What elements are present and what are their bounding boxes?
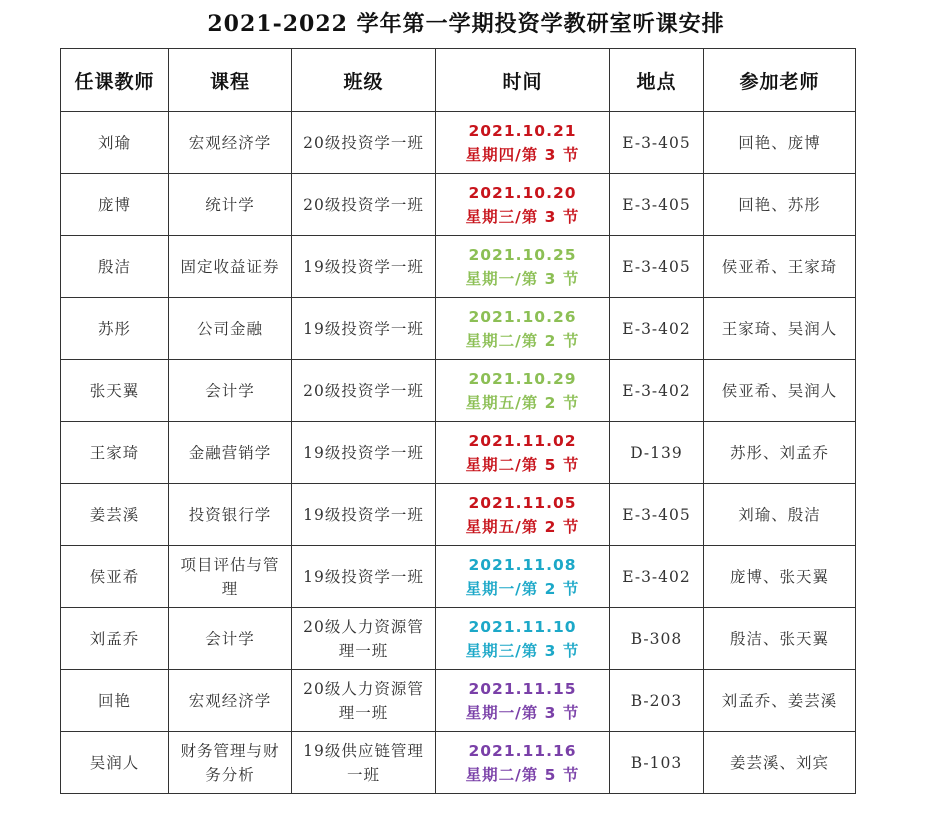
class-cell: 20级人力资源管理一班 — [292, 608, 436, 670]
time-cell — [436, 236, 610, 298]
teacher-cell: 殷洁 — [61, 236, 169, 298]
location-cell: E-3-402 — [610, 546, 704, 608]
attendees-cell: 刘孟乔、姜芸溪 — [704, 670, 856, 732]
schedule-table — [60, 48, 856, 794]
location-cell: D-139 — [610, 422, 704, 484]
time-cell — [436, 174, 610, 236]
time-cell — [436, 298, 610, 360]
teacher-cell: 回艳 — [61, 670, 169, 732]
course-cell: 宏观经济学 — [169, 670, 292, 732]
class-cell: 19级投资学一班 — [292, 484, 436, 546]
table-row — [61, 608, 856, 670]
time-cell — [436, 484, 610, 546]
course-cell: 会计学 — [169, 608, 292, 670]
attendees-cell: 殷洁、张天翼 — [704, 608, 856, 670]
period-text: 星期四/第 3 节 — [465, 145, 580, 164]
teacher-cell: 侯亚希 — [61, 546, 169, 608]
course-cell: 公司金融 — [169, 298, 292, 360]
class-cell: 19级投资学一班 — [292, 236, 436, 298]
period-text: 星期三/第 3 节 — [465, 641, 580, 660]
class-cell: 19级供应链管理一班 — [292, 732, 436, 794]
attendees-cell: 姜芸溪、刘宾 — [704, 732, 856, 794]
time-cell — [436, 112, 610, 174]
location-cell: E-3-405 — [610, 236, 704, 298]
teacher-cell: 刘瑜 — [61, 112, 169, 174]
time-cell — [436, 732, 610, 794]
date-text: 2021.11.10 — [468, 617, 577, 636]
course-cell: 宏观经济学 — [169, 112, 292, 174]
location-cell: E-3-405 — [610, 174, 704, 236]
teacher-cell: 庞博 — [61, 174, 169, 236]
location-cell: B-308 — [610, 608, 704, 670]
header-time: 时间 — [436, 49, 610, 112]
location-cell: B-203 — [610, 670, 704, 732]
class-cell: 19级投资学一班 — [292, 422, 436, 484]
attendees-cell: 王家琦、吴润人 — [704, 298, 856, 360]
attendees-cell: 侯亚希、吴润人 — [704, 360, 856, 422]
teacher-cell: 吴润人 — [61, 732, 169, 794]
header-teacher: 任课教师 — [61, 49, 169, 112]
header-attendees: 参加老师 — [704, 49, 856, 112]
table-row — [61, 484, 856, 546]
table-row — [61, 360, 856, 422]
period-text: 星期二/第 5 节 — [465, 765, 580, 784]
period-text: 星期三/第 3 节 — [465, 207, 580, 226]
time-cell — [436, 422, 610, 484]
table-row — [61, 732, 856, 794]
class-cell: 20级投资学一班 — [292, 112, 436, 174]
header-location: 地点 — [610, 49, 704, 112]
header-course: 课程 — [169, 49, 292, 112]
table-row — [61, 422, 856, 484]
location-cell: E-3-405 — [610, 112, 704, 174]
course-cell: 投资银行学 — [169, 484, 292, 546]
class-cell: 19级投资学一班 — [292, 546, 436, 608]
header-class: 班级 — [292, 49, 436, 112]
time-cell — [436, 608, 610, 670]
attendees-cell: 侯亚希、王家琦 — [704, 236, 856, 298]
table-header-row — [61, 49, 856, 112]
date-text: 2021.11.16 — [468, 741, 577, 760]
date-text: 2021.11.08 — [468, 555, 577, 574]
date-text: 2021.11.05 — [468, 493, 577, 512]
location-cell: E-3-402 — [610, 360, 704, 422]
period-text: 星期二/第 5 节 — [465, 455, 580, 474]
course-cell: 项目评估与管理 — [169, 546, 292, 608]
location-cell: E-3-405 — [610, 484, 704, 546]
table-row — [61, 174, 856, 236]
course-cell: 统计学 — [169, 174, 292, 236]
time-cell — [436, 546, 610, 608]
course-cell: 金融营销学 — [169, 422, 292, 484]
period-text: 星期一/第 3 节 — [465, 269, 580, 288]
attendees-cell: 回艳、庞博 — [704, 112, 856, 174]
attendees-cell: 刘瑜、殷洁 — [704, 484, 856, 546]
attendees-cell: 庞博、张天翼 — [704, 546, 856, 608]
location-cell: B-103 — [610, 732, 704, 794]
table-row — [61, 670, 856, 732]
table-row — [61, 546, 856, 608]
table-row — [61, 236, 856, 298]
period-text: 星期一/第 2 节 — [465, 579, 580, 598]
attendees-cell: 回艳、苏彤 — [704, 174, 856, 236]
teacher-cell: 王家琦 — [61, 422, 169, 484]
time-cell — [436, 670, 610, 732]
page-title: 2021-2022 学年第一学期投资学教研室听课安排 — [207, 11, 725, 37]
time-cell — [436, 360, 610, 422]
attendees-cell: 苏彤、刘孟乔 — [704, 422, 856, 484]
date-text: 2021.11.15 — [468, 679, 577, 698]
teacher-cell: 张天翼 — [61, 360, 169, 422]
period-text: 星期二/第 2 节 — [465, 331, 580, 350]
period-text: 星期一/第 3 节 — [465, 703, 580, 722]
course-cell: 会计学 — [169, 360, 292, 422]
location-cell: E-3-402 — [610, 298, 704, 360]
class-cell: 19级投资学一班 — [292, 298, 436, 360]
teacher-cell: 苏彤 — [61, 298, 169, 360]
teacher-cell: 刘孟乔 — [61, 608, 169, 670]
date-text: 2021.10.21 — [468, 121, 577, 140]
teacher-cell: 姜芸溪 — [61, 484, 169, 546]
class-cell: 20级投资学一班 — [292, 174, 436, 236]
course-cell: 财务管理与财务分析 — [169, 732, 292, 794]
date-text: 2021.10.29 — [468, 369, 577, 388]
date-text: 2021.10.25 — [468, 245, 577, 264]
class-cell: 20级人力资源管理一班 — [292, 670, 436, 732]
course-cell: 固定收益证券 — [169, 236, 292, 298]
date-text: 2021.11.02 — [468, 431, 577, 450]
period-text: 星期五/第 2 节 — [465, 517, 580, 536]
period-text: 星期五/第 2 节 — [465, 393, 580, 412]
table-row — [61, 112, 856, 174]
class-cell: 20级投资学一班 — [292, 360, 436, 422]
date-text: 2021.10.26 — [468, 307, 577, 326]
table-row — [61, 298, 856, 360]
date-text: 2021.10.20 — [468, 183, 577, 202]
